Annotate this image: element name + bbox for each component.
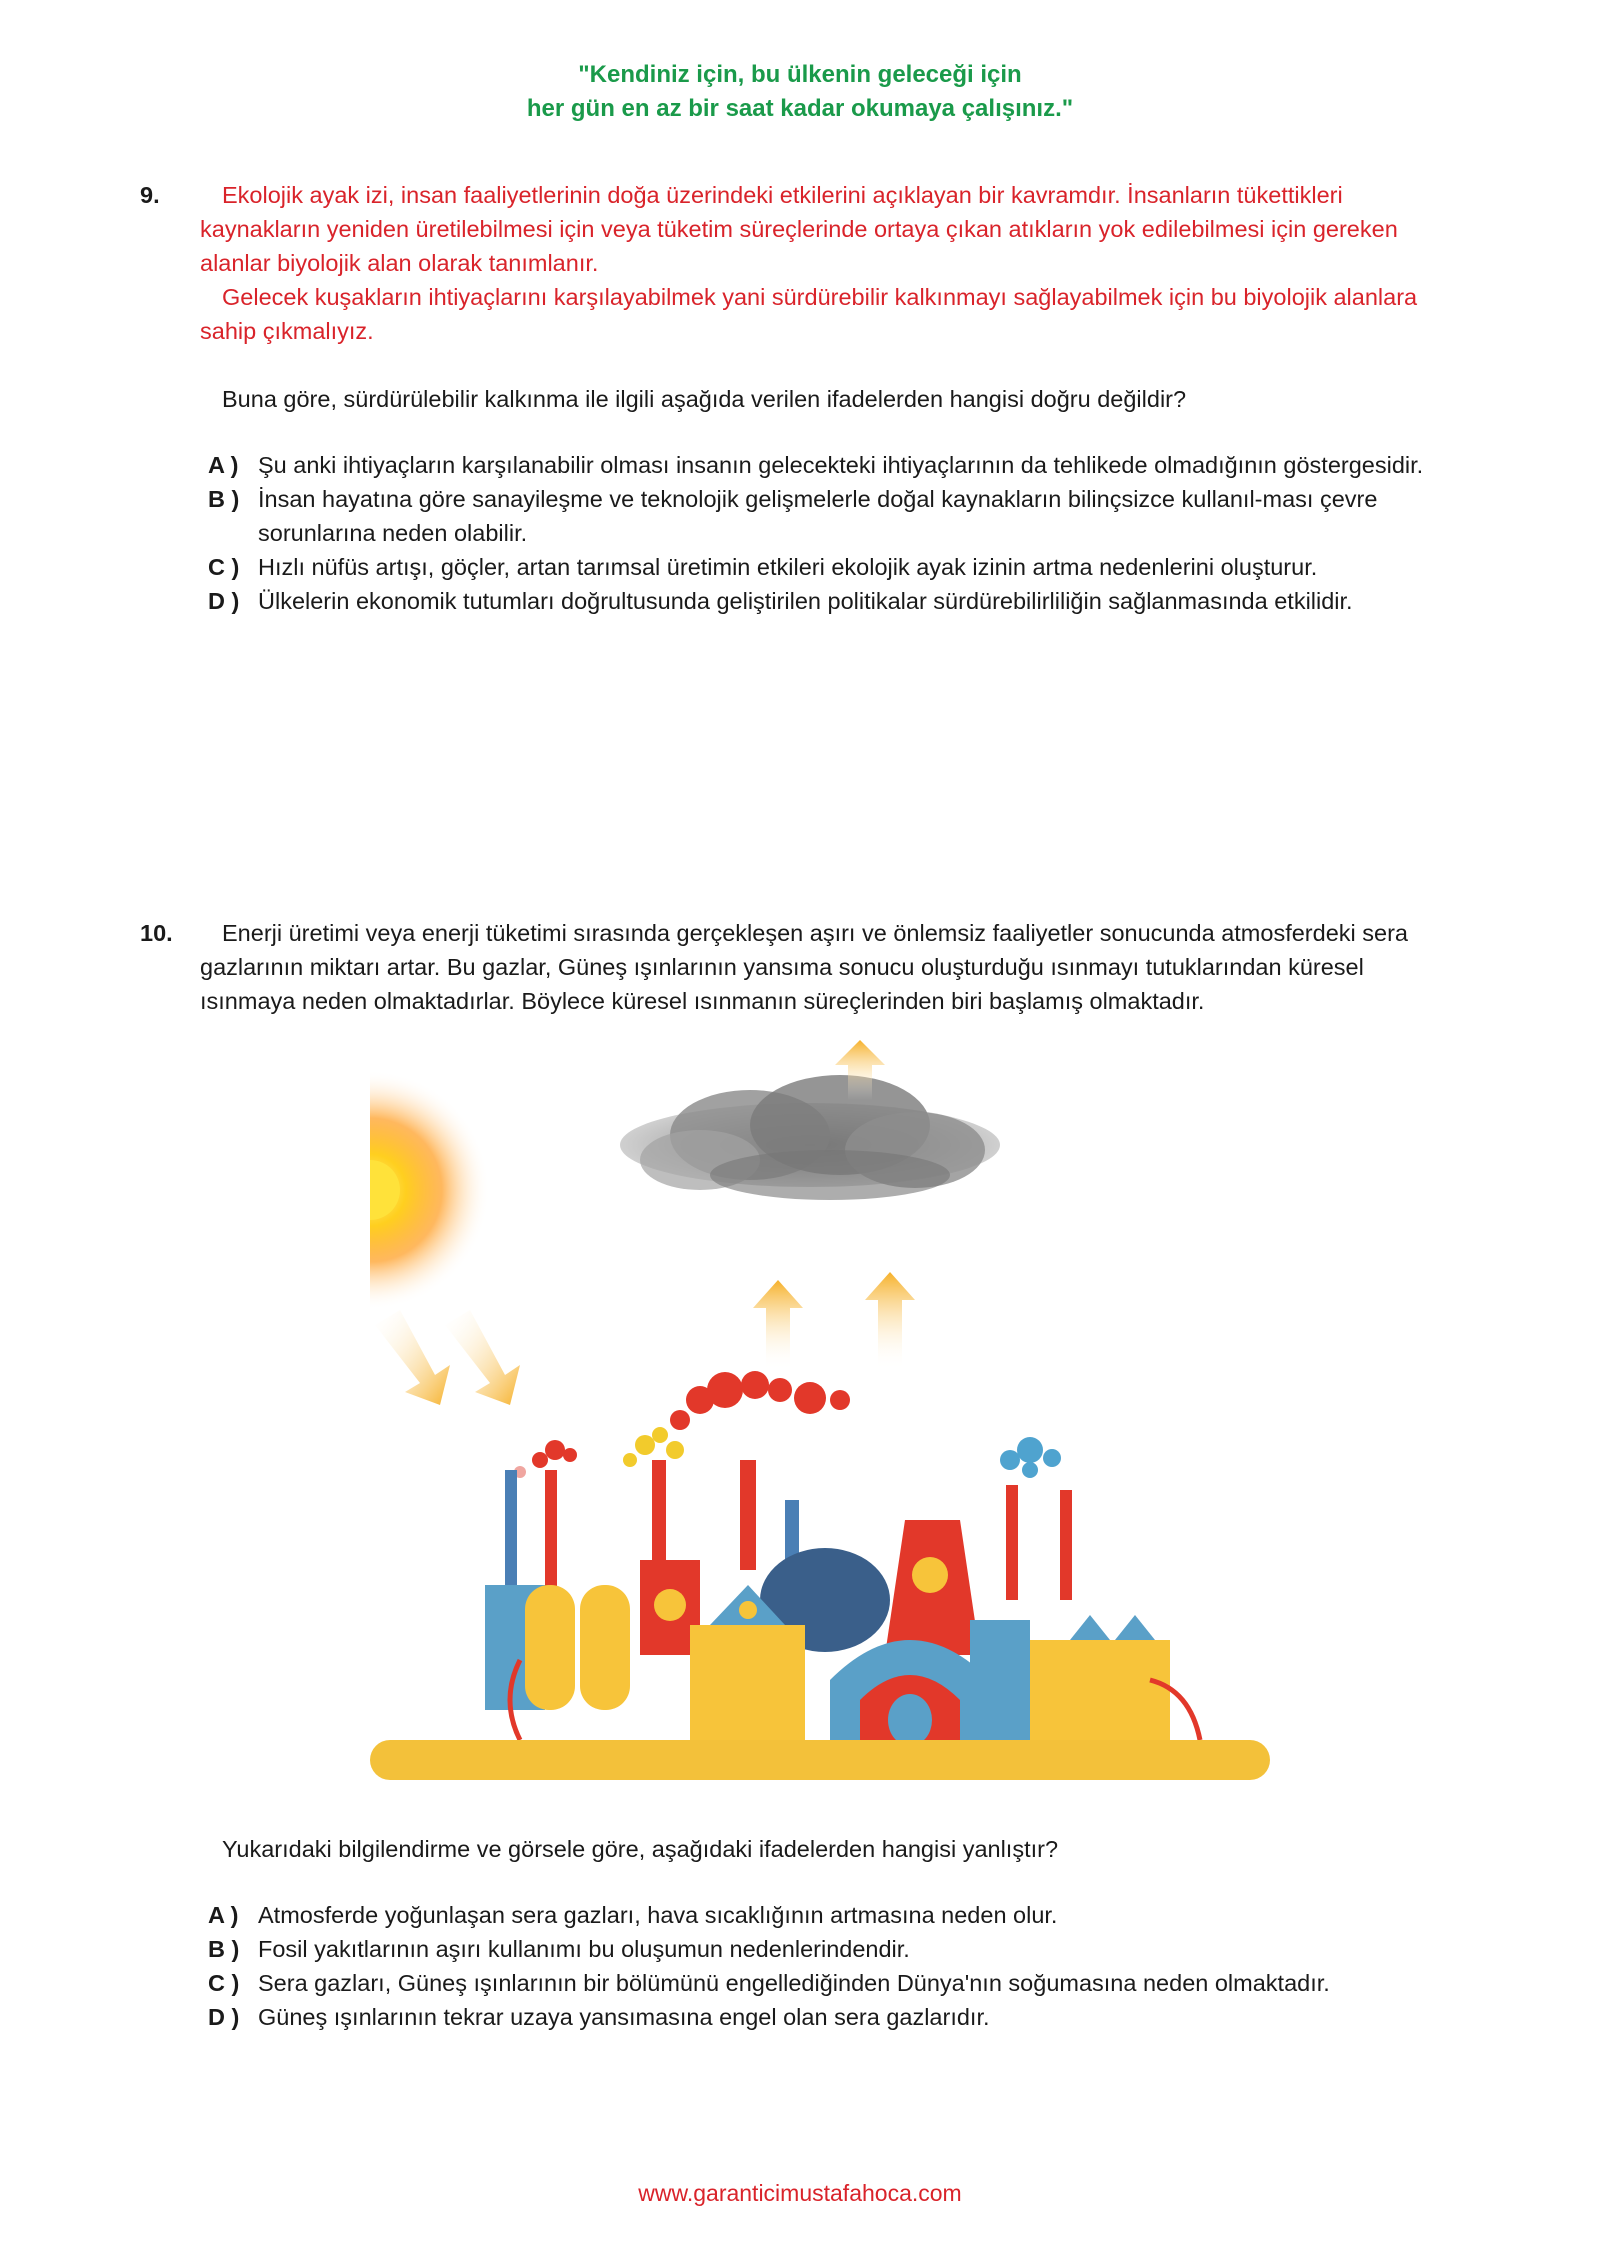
- option-text: Sera gazları, Güneş ışınlarının bir bölümünü engellediğinden Dünya'nın soğumasına neden olmaktadır.: [258, 1970, 1330, 1996]
- question-10: [140, 916, 1440, 1018]
- option-letter: C ): [208, 554, 240, 580]
- answer-option-d[interactable]: [200, 2000, 1440, 2034]
- answer-option-d[interactable]: [200, 584, 1440, 618]
- option-letter: A ): [208, 1902, 239, 1928]
- footer-website-link[interactable]: www.garanticimustafahoca.com: [638, 2180, 962, 2206]
- option-letter: A ): [208, 452, 239, 478]
- option-text: Ülkelerin ekonomik tutumları doğrultusunda geliştirilen politikalar sürdürebilirliliğin sağlanmasında etkilidir.: [258, 588, 1353, 614]
- option-text: Şu anki ihtiyaçların karşılanabilir olması insanın gelecekteki ihtiyaçlarının da tehlikede olmadığının göstergesidir.: [258, 452, 1424, 478]
- sun-ray-arrows: [375, 1310, 520, 1405]
- question-passage: Ekolojik ayak izi, insan faaliyetlerinin doğa üzerindeki etkilerini açıklayan bir kavramdır. İnsanların tükettikleri kaynakların yeniden üretilebilmesi için veya tüketim süreçlerinde ortaya çıkan atıkların yok edilebilmesi için gereken alanlar biyolojik alan olarak tanımlanır.: [200, 182, 1398, 276]
- smoke-clouds: [514, 1371, 1061, 1478]
- option-letter: B ): [208, 486, 240, 512]
- recycle-icon: [654, 1589, 686, 1621]
- option-letter: C ): [208, 1970, 240, 1996]
- answer-option-b[interactable]: [200, 1932, 1440, 1966]
- lightning-icon: [912, 1557, 948, 1593]
- motto-header: [0, 58, 1600, 126]
- question-passage: Enerji üretimi veya enerji tüketimi sırasında gerçekleşen aşırı ve önlemsiz faaliyetler sonucunda atmosferdeki sera gazlarının miktarı artar. Bu gazlar, Güneş ışınlarının yansıma sonucu oluşturduğu ısınmayı tutuklarından küresel ısınmaya neden olmaktadırlar. Böylece küresel ısınmanın süreçlerinden biri başlamış olmaktadır.: [200, 920, 1408, 1014]
- answer-option-c[interactable]: [200, 550, 1440, 584]
- question-number: 9.: [140, 182, 160, 208]
- option-text: Güneş ışınlarının tekrar uzaya yansımasına engel olan sera gazlarıdır.: [258, 2004, 990, 2030]
- option-text: Hızlı nüfüs artışı, göçler, artan tarımsal üretimin etkileri ekolojik ayak izinin artma nedenlerini oluşturur.: [258, 554, 1318, 580]
- answer-option-c[interactable]: [200, 1966, 1440, 2000]
- motto-line-1: "Kendiniz için, bu ülkenin geleceği için: [578, 61, 1022, 88]
- question-9: [140, 178, 1440, 618]
- answer-option-a[interactable]: [200, 448, 1440, 482]
- question-passage: Gelecek kuşakların ihtiyaçlarını karşılayabilmek yani sürdürebilir kalkınmayı sağlayabilmek için bu biyolojik alanlara sahip çıkmalıyız.: [200, 284, 1418, 344]
- motto-line-2: her gün en az bir saat kadar okumaya çalışınız.": [526, 95, 1074, 122]
- factory-icon: [370, 1460, 1270, 1780]
- option-text: Atmosferde yoğunlaşan sera gazları, hava sıcaklığının artmasına neden olur.: [258, 1902, 1058, 1928]
- question-number: 10.: [140, 920, 173, 946]
- option-letter: B ): [208, 1936, 240, 1962]
- option-text: Fosil yakıtlarının aşırı kullanımı bu oluşumun nedenlerindendir.: [258, 1936, 910, 1962]
- question-prompt: Buna göre, sürdürülebilir kalkınma ile ilgili aşağıda verilen ifadelerden hangisi doğru değildir?: [222, 386, 1187, 412]
- question-prompt: Yukarıdaki bilgilendirme ve görsele göre, aşağıdaki ifadelerden hangisi yanlıştır?: [222, 1836, 1059, 1862]
- option-letter: D ): [208, 588, 240, 614]
- option-text: İnsan hayatına göre sanayileşme ve teknolojik gelişmelerle doğal kaynakların bilinçsizce kullanıl-ması çevre sorunlarına neden olabilir.: [258, 486, 1378, 546]
- option-letter: D ): [208, 2004, 240, 2030]
- answer-option-a[interactable]: [200, 1898, 1440, 1932]
- question-10-options: [140, 1832, 1440, 2034]
- answer-option-b[interactable]: [200, 482, 1440, 550]
- sun-icon: [370, 1070, 490, 1310]
- global-warming-illustration: [370, 1040, 1330, 1800]
- cloud-icon: [620, 1075, 1000, 1200]
